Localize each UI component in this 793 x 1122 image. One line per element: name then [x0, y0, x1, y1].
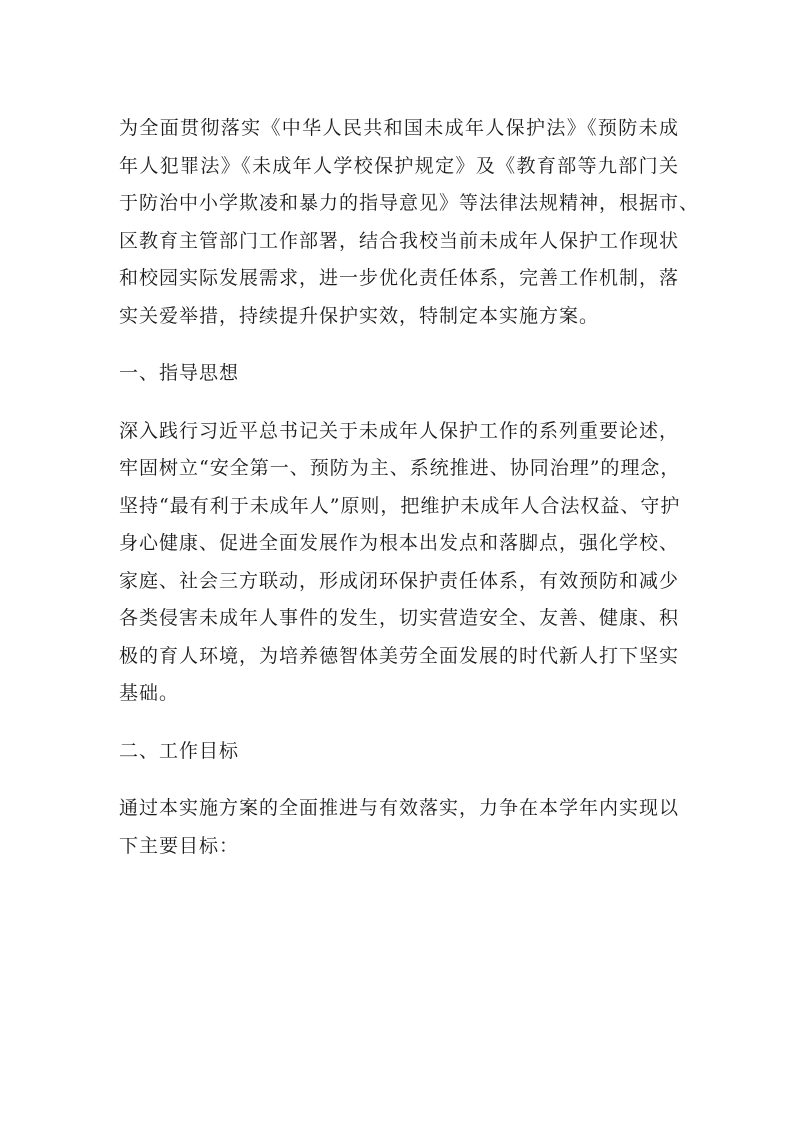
guiding-ideology-paragraph [119, 413, 679, 713]
section-heading-guiding-ideology: 一、指导思想 [119, 362, 240, 384]
text-line: 下主要目标： [119, 834, 240, 857]
text-line: 坚持“最有利于未成年人”原则，把维护未成年人合法权益、守护 [119, 494, 681, 517]
section-heading-work-goals: 二、工作目标 [119, 739, 240, 762]
text-line: 年人犯罪法》《未成年人学校保护规定》及《教育部等九部门关 [119, 154, 679, 177]
text-line: 身心健康、促进全面发展作为根本出发点和落脚点，强化学校、 [119, 532, 680, 554]
document-page [119, 110, 700, 885]
text-line: 和校园实际发展需求，进一步优化责任体系，完善工作机制，落 [119, 267, 680, 289]
text-line: 为全面贯彻落实《中华人民共和国未成年人保护法》《预防未成 [119, 117, 679, 139]
intro-paragraph [119, 110, 700, 335]
text-line: 家庭、社会三方联动，形成闭环保护责任体系，有效预防和减少 [119, 569, 680, 592]
text-line: 于防治中小学欺凌和暴力的指导意见》等法律法规精神，根据市、 [119, 192, 700, 214]
text-line: 牢固树立“安全第一、预防为主、系统推进、协同治理”的理念， [119, 457, 681, 479]
text-line: 深入践行习近平总书记关于未成年人保护工作的系列重要论述， [119, 419, 680, 442]
text-line: 通过本实施方案的全面推进与有效落实，力争在本学年内实现以 [119, 797, 680, 819]
text-line: 基础。 [119, 682, 180, 704]
text-line: 区教育主管部门工作部署，结合我校当前未成年人保护工作现状 [119, 229, 680, 252]
work-goals-paragraph [119, 790, 679, 865]
text-line: 各类侵害未成年人事件的发生，切实营造安全、友善、健康、积 [119, 607, 680, 629]
text-line: 极的育人环境，为培养德智体美劳全面发展的时代新人打下坚实 [119, 644, 680, 667]
text-line: 实关爱举措，持续提升保护实效，特制定本实施方案。 [119, 304, 600, 327]
